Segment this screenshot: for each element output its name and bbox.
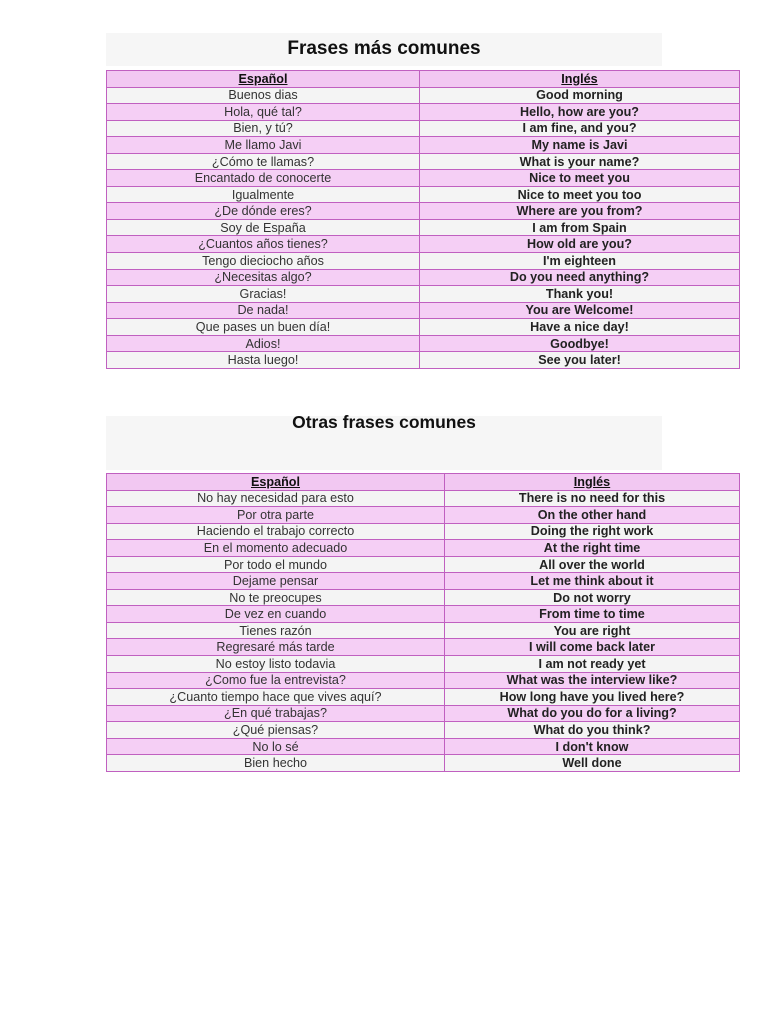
column-header-english: Inglés (420, 71, 740, 88)
english-phrase: Nice to meet you too (420, 186, 740, 203)
table-row (107, 738, 740, 755)
english-phrase: On the other hand (445, 507, 740, 524)
table-row (107, 556, 740, 573)
english-phrase: You are Welcome! (420, 302, 740, 319)
english-phrase: I will come back later (445, 639, 740, 656)
spanish-phrase: Haciendo el trabajo correcto (107, 523, 445, 540)
table-row (107, 507, 740, 524)
spanish-phrase: Hola, qué tal? (107, 104, 420, 121)
spanish-phrase: Igualmente (107, 186, 420, 203)
english-phrase: Have a nice day! (420, 319, 740, 336)
english-phrase: I am from Spain (420, 219, 740, 236)
spanish-phrase: Tienes razón (107, 622, 445, 639)
other-phrases-table (106, 473, 740, 772)
table-row (107, 722, 740, 739)
spanish-phrase: ¿En qué trabajas? (107, 705, 445, 722)
spanish-phrase: Adios! (107, 335, 420, 352)
spanish-phrase: Tengo dieciocho años (107, 253, 420, 270)
english-phrase: Thank you! (420, 286, 740, 303)
english-phrase: See you later! (420, 352, 740, 369)
table-row (107, 639, 740, 656)
spanish-phrase: No lo sé (107, 738, 445, 755)
spanish-phrase: ¿Qué piensas? (107, 722, 445, 739)
english-phrase: At the right time (445, 540, 740, 557)
english-phrase: What was the interview like? (445, 672, 740, 689)
english-phrase: Hello, how are you? (420, 104, 740, 121)
table-row (107, 219, 740, 236)
spanish-phrase: Por otra parte (107, 507, 445, 524)
table-row (107, 203, 740, 220)
english-phrase: Do not worry (445, 589, 740, 606)
table-row (107, 523, 740, 540)
english-phrase: All over the world (445, 556, 740, 573)
table-row (107, 137, 740, 154)
table-row (107, 689, 740, 706)
common-phrases-table (106, 70, 740, 369)
table-row (107, 253, 740, 270)
english-phrase: Do you need anything? (420, 269, 740, 286)
table-row (107, 319, 740, 336)
table-row (107, 622, 740, 639)
spanish-phrase: No te preocupes (107, 589, 445, 606)
table-row (107, 236, 740, 253)
spanish-phrase: Encantado de conocerte (107, 170, 420, 187)
section-title-other-phrases: Otras frases comunes (292, 412, 476, 432)
spanish-phrase: ¿Cuanto tiempo hace que vives aquí? (107, 689, 445, 706)
table-row (107, 153, 740, 170)
spanish-phrase: Buenos dias (107, 87, 420, 104)
english-phrase: You are right (445, 622, 740, 639)
table-row (107, 335, 740, 352)
spanish-phrase: Regresaré más tarde (107, 639, 445, 656)
table-row (107, 573, 740, 590)
spanish-phrase: No hay necesidad para esto (107, 490, 445, 507)
spanish-phrase: Hasta luego! (107, 352, 420, 369)
spanish-phrase: ¿Cómo te llamas? (107, 153, 420, 170)
table-header-row (107, 474, 740, 491)
spanish-phrase: En el momento adecuado (107, 540, 445, 557)
english-phrase: How old are you? (420, 236, 740, 253)
table-row (107, 170, 740, 187)
table-row (107, 87, 740, 104)
table-row (107, 589, 740, 606)
spanish-phrase: Soy de España (107, 219, 420, 236)
table-row (107, 656, 740, 673)
spanish-phrase: De vez en cuando (107, 606, 445, 623)
table-row (107, 104, 740, 121)
english-phrase: What do you do for a living? (445, 705, 740, 722)
english-phrase: Let me think about it (445, 573, 740, 590)
table-row (107, 490, 740, 507)
spanish-phrase: No estoy listo todavia (107, 656, 445, 673)
table-row (107, 120, 740, 137)
spanish-phrase: ¿Necesitas algo? (107, 269, 420, 286)
table-row (107, 352, 740, 369)
table-row (107, 705, 740, 722)
english-phrase: What is your name? (420, 153, 740, 170)
table-header-row (107, 71, 740, 88)
english-phrase: Nice to meet you (420, 170, 740, 187)
english-phrase: How long have you lived here? (445, 689, 740, 706)
english-phrase: Good morning (420, 87, 740, 104)
table-row (107, 286, 740, 303)
english-phrase: What do you think? (445, 722, 740, 739)
table-row (107, 186, 740, 203)
english-phrase: My name is Javi (420, 137, 740, 154)
english-phrase: Where are you from? (420, 203, 740, 220)
english-phrase: From time to time (445, 606, 740, 623)
spanish-phrase: De nada! (107, 302, 420, 319)
table-row (107, 755, 740, 772)
table-row (107, 269, 740, 286)
table-row (107, 302, 740, 319)
spanish-phrase: ¿De dónde eres? (107, 203, 420, 220)
english-phrase: I don't know (445, 738, 740, 755)
spanish-phrase: Por todo el mundo (107, 556, 445, 573)
column-header-spanish: Español (107, 474, 445, 491)
english-phrase: Well done (445, 755, 740, 772)
english-phrase: I'm eighteen (420, 253, 740, 270)
column-header-spanish: Español (107, 71, 420, 88)
spanish-phrase: Dejame pensar (107, 573, 445, 590)
table-row (107, 540, 740, 557)
spanish-phrase: Bien, y tú? (107, 120, 420, 137)
table-row (107, 672, 740, 689)
english-phrase: I am not ready yet (445, 656, 740, 673)
table-row (107, 606, 740, 623)
spanish-phrase: Gracias! (107, 286, 420, 303)
english-phrase: Doing the right work (445, 523, 740, 540)
spanish-phrase: ¿Cuantos años tienes? (107, 236, 420, 253)
english-phrase: There is no need for this (445, 490, 740, 507)
spanish-phrase: Me llamo Javi (107, 137, 420, 154)
english-phrase: Goodbye! (420, 335, 740, 352)
column-header-english: Inglés (445, 474, 740, 491)
english-phrase: I am fine, and you? (420, 120, 740, 137)
section-title-common-phrases: Frases más comunes (287, 38, 481, 59)
spanish-phrase: Bien hecho (107, 755, 445, 772)
spanish-phrase: ¿Como fue la entrevista? (107, 672, 445, 689)
spanish-phrase: Que pases un buen día! (107, 319, 420, 336)
